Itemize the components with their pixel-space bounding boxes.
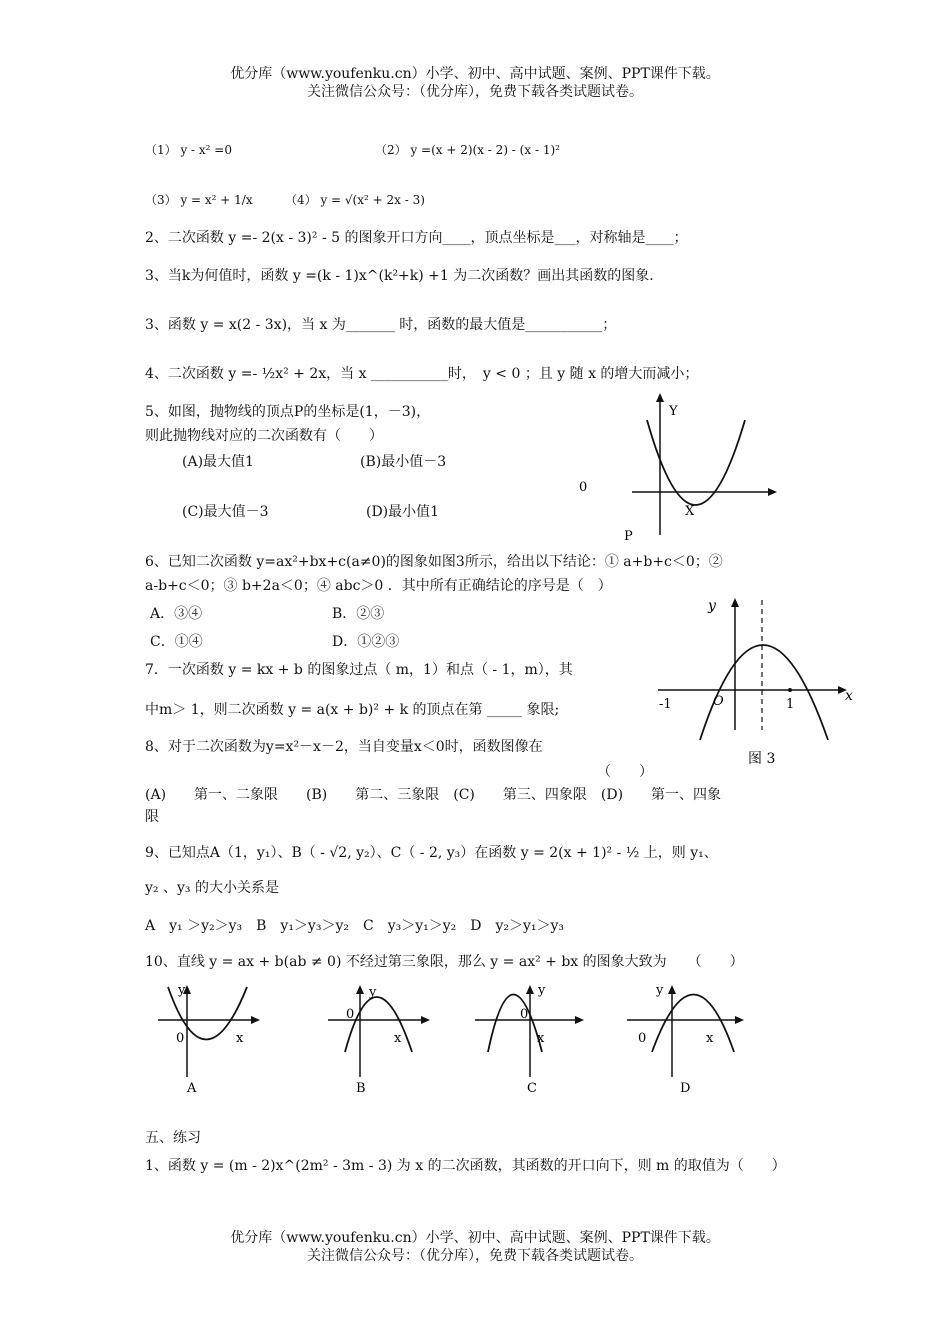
fig3-point-one: [788, 688, 792, 692]
q6-option-b: B．②③: [332, 606, 385, 622]
fig3-one-label: 1: [786, 697, 795, 712]
q10b-option-label: B: [356, 1081, 366, 1096]
q8-options-wrap: 限: [145, 809, 159, 825]
q10d-y-label: y: [656, 983, 664, 998]
fig3-neg-one-label: -1: [659, 697, 672, 712]
q10-figure-d: [622, 982, 752, 1097]
q5-y-arrow: [656, 393, 664, 402]
q5-option-b: (B)最小值－3: [360, 454, 447, 470]
fig3-origin-label: O: [713, 694, 724, 709]
q6-option-c: C．①④: [150, 634, 203, 650]
q6-option-d: D．①②③: [332, 634, 400, 650]
q5-parabola-figure: [570, 390, 790, 545]
q10-figure-c: [470, 982, 590, 1097]
fig3-x-label: x: [845, 688, 853, 704]
question-5-line-2: 则此抛物线对应的二次函数有（ ）: [145, 428, 383, 444]
question-9-line-1: 9、已知点A（1，y₁）、B（ - √2, y₂）、C（ - 2, y₃）在函数 y = 2(x + 1)² - ½ 上，则 y₁、: [145, 845, 718, 861]
q9-options: A y₁ ＞y₂＞y₃ B y₁＞y₃＞y₂ C y₃＞y₁＞y₂ D y₂＞y₁＞y₃: [145, 918, 565, 934]
fig3-y-arrow: [731, 598, 739, 607]
q5-origin-label: 0: [579, 480, 588, 495]
question-2: 2、二次函数 y =- 2(x - 3)² - 5 的图象开口方向____，顶点坐标是___，对称轴是____；: [145, 230, 688, 246]
q8-answer-paren: （ ）: [597, 764, 653, 780]
q10a-x-arrow: [251, 1016, 260, 1024]
question-3a: 3、当k为何值时，函数 y =(k - 1)x^(k²+k) +1 为二次函数？画出其函数的图象.: [145, 268, 654, 284]
question-5-line-1: 5、如图，抛物线的顶点P的坐标是(1，－3)，: [145, 404, 431, 420]
q1-part-3: （3） y = x² + 1/x: [145, 193, 253, 207]
question-6-line-1: 6、已知二次函数 y=ax²+bx+c(a≠0)的图象如图3所示，给出以下结论：① a+b+c＜0；②: [145, 554, 723, 570]
q5-vertex-label: P: [624, 529, 633, 544]
section-5-title: 五、练习: [145, 1130, 201, 1146]
figure-3-parabola: [650, 590, 860, 770]
q10b-x-label: x: [394, 1031, 402, 1046]
question-7-line-2: 中m＞ 1，则二次函数 y = a(x + b)² + k 的顶点在第 _____ 象限;: [145, 702, 560, 718]
q5-x-label: X: [685, 504, 695, 519]
question-4: 4、二次函数 y =- ½x² + 2x，当 x ___________时， y < 0 ；且 y 随 x 的增大而减小；: [145, 366, 699, 382]
header-line-2: 关注微信公众号：（优分库），免费下载各类试题试卷。: [307, 84, 643, 100]
question-8: 8、对于二次函数为y=x²－x－2，当自变量x＜0时，函数图像在: [145, 739, 543, 755]
q10-figure-b: [320, 982, 440, 1097]
q5-x-arrow: [768, 488, 777, 496]
footer-line-1: 优分库（www.youfenku.cn）小学、初中、高中试题、案例、PPT课件下载。: [230, 1230, 720, 1246]
question-9-line-2: y₂ 、y₃ 的大小关系是: [145, 880, 279, 896]
section-5-question-1: 1、函数 y = (m - 2)x^(2m² - 3m - 3) 为 x 的二次函数，其函数的开口向下，则 m 的取值为（ ）: [145, 1158, 786, 1174]
q6-option-a: A．③④: [150, 606, 203, 622]
q10c-origin-label: 0: [520, 1007, 529, 1022]
q10d-x-label: x: [706, 1031, 714, 1046]
fig3-caption: 图 3: [748, 751, 776, 767]
question-3b: 3、函数 y = x(2 - 3x)，当 x 为_______ 时，函数的最大值是___________；: [145, 317, 617, 333]
footer-line-2: 关注微信公众号：（优分库），免费下载各类试题试卷。: [307, 1248, 643, 1264]
q10d-y-arrow: [668, 985, 676, 994]
q8-options: (A) 第一、二象限 (B) 第二、三象限 (C) 第三、四象限 (D) 第一、四象: [145, 787, 722, 803]
q10-figure-a: [150, 982, 270, 1097]
q10a-option-label: A: [187, 1081, 197, 1096]
q10b-y-arrow: [356, 985, 364, 994]
q10c-x-arrow: [575, 1016, 584, 1024]
q10d-option-label: D: [680, 1081, 691, 1096]
q10b-parabola: [345, 997, 412, 1052]
q10b-origin-label: 0: [346, 1007, 355, 1022]
question-6-line-2: a-b+c＜0；③ b+2a＜0；④ abc＞0 ．其中所有正确结论的序号是（ ）: [145, 578, 612, 594]
header-line-1: 优分库（www.youfenku.cn）小学、初中、高中试题、案例、PPT课件下载。: [230, 66, 720, 82]
fig3-y-label: y: [708, 598, 716, 614]
question-10: 10、直线 y = ax + b(ab ≠ 0) 不经过第三象限，那么 y = ax² + bx 的图象大致为 （ ）: [145, 954, 744, 970]
q10c-parabola: [488, 995, 542, 1053]
q10d-x-arrow: [735, 1016, 744, 1024]
fig3-parabola: [700, 645, 828, 740]
q10c-x-label: x: [537, 1031, 545, 1046]
q5-y-label: Y: [669, 404, 678, 419]
q10a-x-label: x: [236, 1031, 244, 1046]
q10b-y-label: y: [369, 985, 377, 1000]
question-7-line-1: 7．一次函数 y = kx + b 的图象过点（ m，1）和点（ - 1，m），其: [145, 662, 573, 678]
q10c-y-label: y: [538, 983, 546, 998]
q10d-origin-label: 0: [638, 1031, 647, 1046]
q1-part-4: （4） y = √(x² + 2x - 3): [285, 193, 425, 207]
q10a-y-label: y: [178, 983, 186, 998]
q5-option-a: (A)最大值1: [182, 454, 254, 470]
q1-part-2: （2） y =(x + 2)(x - 2) - (x - 1)²: [375, 143, 560, 157]
q10b-x-arrow: [421, 1016, 430, 1024]
q5-option-c: (C)最大值－3: [182, 504, 269, 520]
q10d-parabola: [652, 995, 734, 1053]
q10c-y-arrow: [526, 985, 534, 994]
q1-part-1: （1） y - x² =0: [145, 143, 232, 157]
q5-option-d: (D)最小值1: [366, 504, 440, 520]
q10a-origin-label: 0: [176, 1031, 185, 1046]
q10c-option-label: C: [527, 1081, 537, 1096]
